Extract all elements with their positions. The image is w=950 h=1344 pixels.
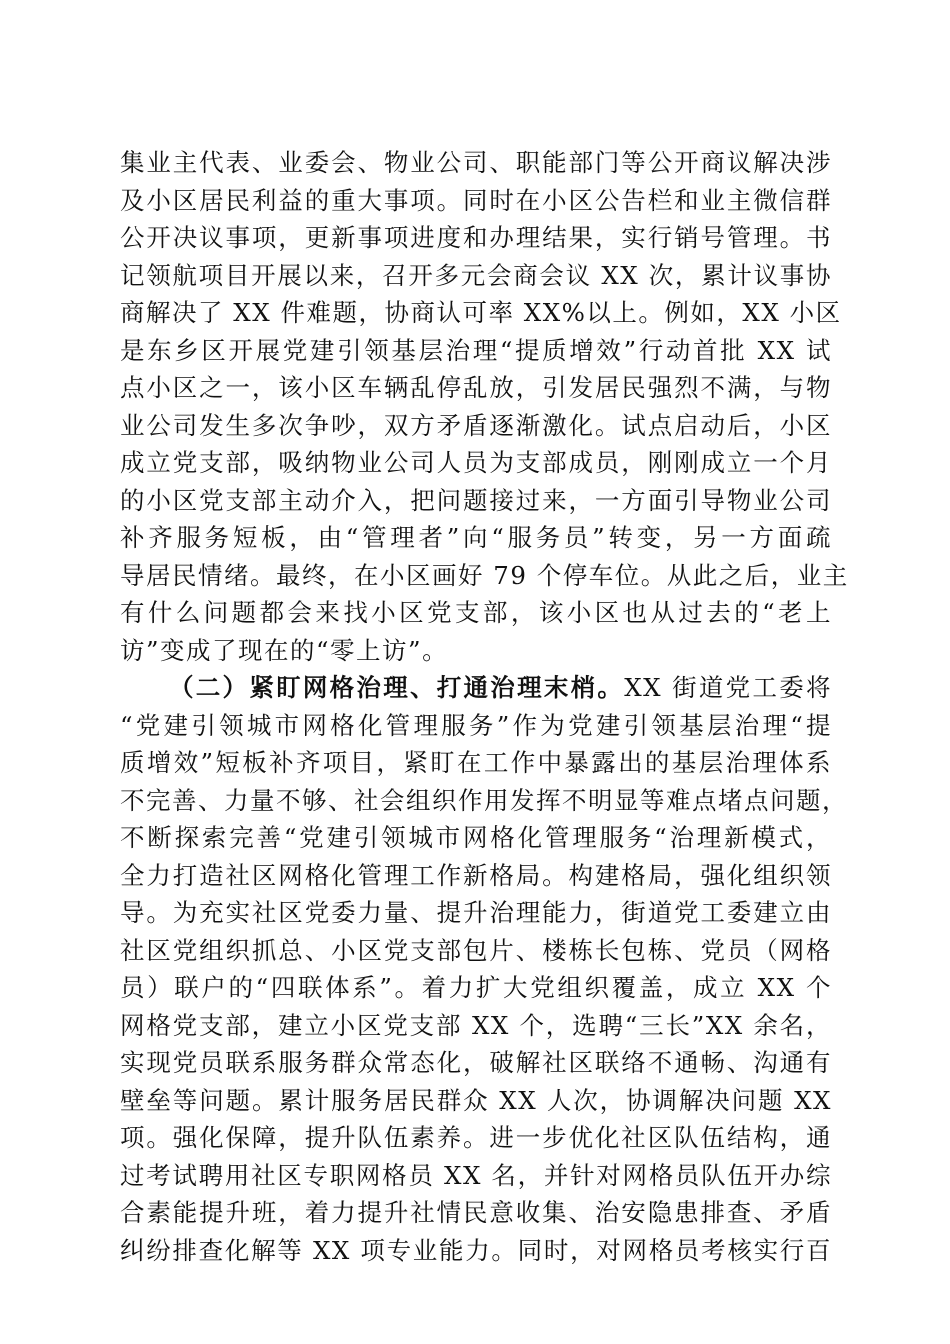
text-line: 及小区居民利益的重大事项。同时在小区公告栏和业主微信群	[120, 185, 832, 215]
text-line: 公开决议事项，更新事项进度和办理结果，实行销号管理。书	[120, 223, 832, 252]
text-line: 是东乡区开展党建引领基层治理“提质增效”行动首批 XX 试	[120, 335, 832, 365]
text-line: 集业主代表、业委会、物业公司、职能部门等公开商议解决涉	[120, 148, 832, 177]
text-line: 社区党组织抓总、小区党支部包片、楼栋长包栋、党员（网格	[120, 935, 832, 965]
text-line: 项。强化保障，提升队伍素养。进一步优化社区队伍结构，通	[120, 1123, 832, 1152]
text-run: XX 街道党工委将	[624, 673, 833, 702]
text-line: 不完善、力量不够、社会组织作用发挥不明显等难点堵点问题，	[120, 785, 848, 815]
text-line: 的小区党支部主动介入，把问题接过来，一方面引导物业公司	[120, 485, 832, 515]
text-line: 有什么问题都会来找小区党支部，该小区也从过去的“老上	[120, 598, 832, 627]
text-line: 全力打造社区网格化管理工作新格局。构建格局，强化组织领	[120, 860, 832, 890]
text-line: 商解决了 XX 件难题，协商认可率 XX%以上。例如，XX 小区	[120, 298, 842, 327]
text-line: 导。为充实社区党委力量、提升治理能力，街道党工委建立由	[120, 898, 832, 927]
document-body	[120, 144, 849, 1269]
text-line: 访”变成了现在的“零上访”。	[120, 635, 449, 665]
text-line: 成立党支部，吸纳物业公司人员为支部成员，刚刚成立一个月	[120, 448, 832, 477]
text-line: 实现党员联系服务群众常态化，破解社区联络不通畅、沟通有	[120, 1048, 832, 1077]
text-line: 过考试聘用社区专职网格员 XX 名，并针对网格员队伍开办综	[120, 1160, 832, 1190]
text-line: 业公司发生多次争吵，双方矛盾逐渐激化。试点启动后，小区	[120, 410, 832, 440]
text-line: 纠纷排查化解等 XX 项专业能力。同时，对网格员考核实行百	[120, 1235, 832, 1265]
paragraph-1	[120, 144, 849, 669]
section-heading: （二）紧盯网格治理、打通治理末梢。	[169, 673, 625, 702]
text-line: 点小区之一，该小区车辆乱停乱放，引发居民强烈不满，与物	[120, 373, 832, 402]
text-line: 员）联户的“四联体系”。着力扩大党组织覆盖，成立 XX 个	[120, 973, 832, 1002]
text-line: 不断探索完善“党建引领城市网格化管理服务“治理新模式，	[120, 823, 832, 852]
paragraph-2	[120, 669, 848, 1269]
text-line: “党建引领城市网格化管理服务”作为党建引领基层治理“提	[120, 710, 832, 740]
text-line: 壁垒等问题。累计服务居民群众 XX 人次，协调解决问题 XX	[120, 1085, 832, 1115]
text-line: 网格党支部，建立小区党支部 XX 个，选聘“三长”XX 余名，	[120, 1010, 832, 1040]
text-line: 合素能提升班，着力提升社情民意收集、治安隐患排查、矛盾	[120, 1198, 832, 1227]
text-line: 记领航项目开展以来，召开多元会商会议 XX 次，累计议事协	[120, 260, 832, 290]
text-line: 导居民情绪。最终，在小区画好 79 个停车位。从此之后，业主	[120, 560, 849, 590]
text-line: 补齐服务短板，由“管理者”向“服务员”转变，另一方面疏	[120, 523, 832, 552]
paragraph-2-first-line	[120, 669, 832, 707]
text-line: 质增效”短板补齐项目，紧盯在工作中暴露出的基层治理体系	[120, 748, 832, 777]
